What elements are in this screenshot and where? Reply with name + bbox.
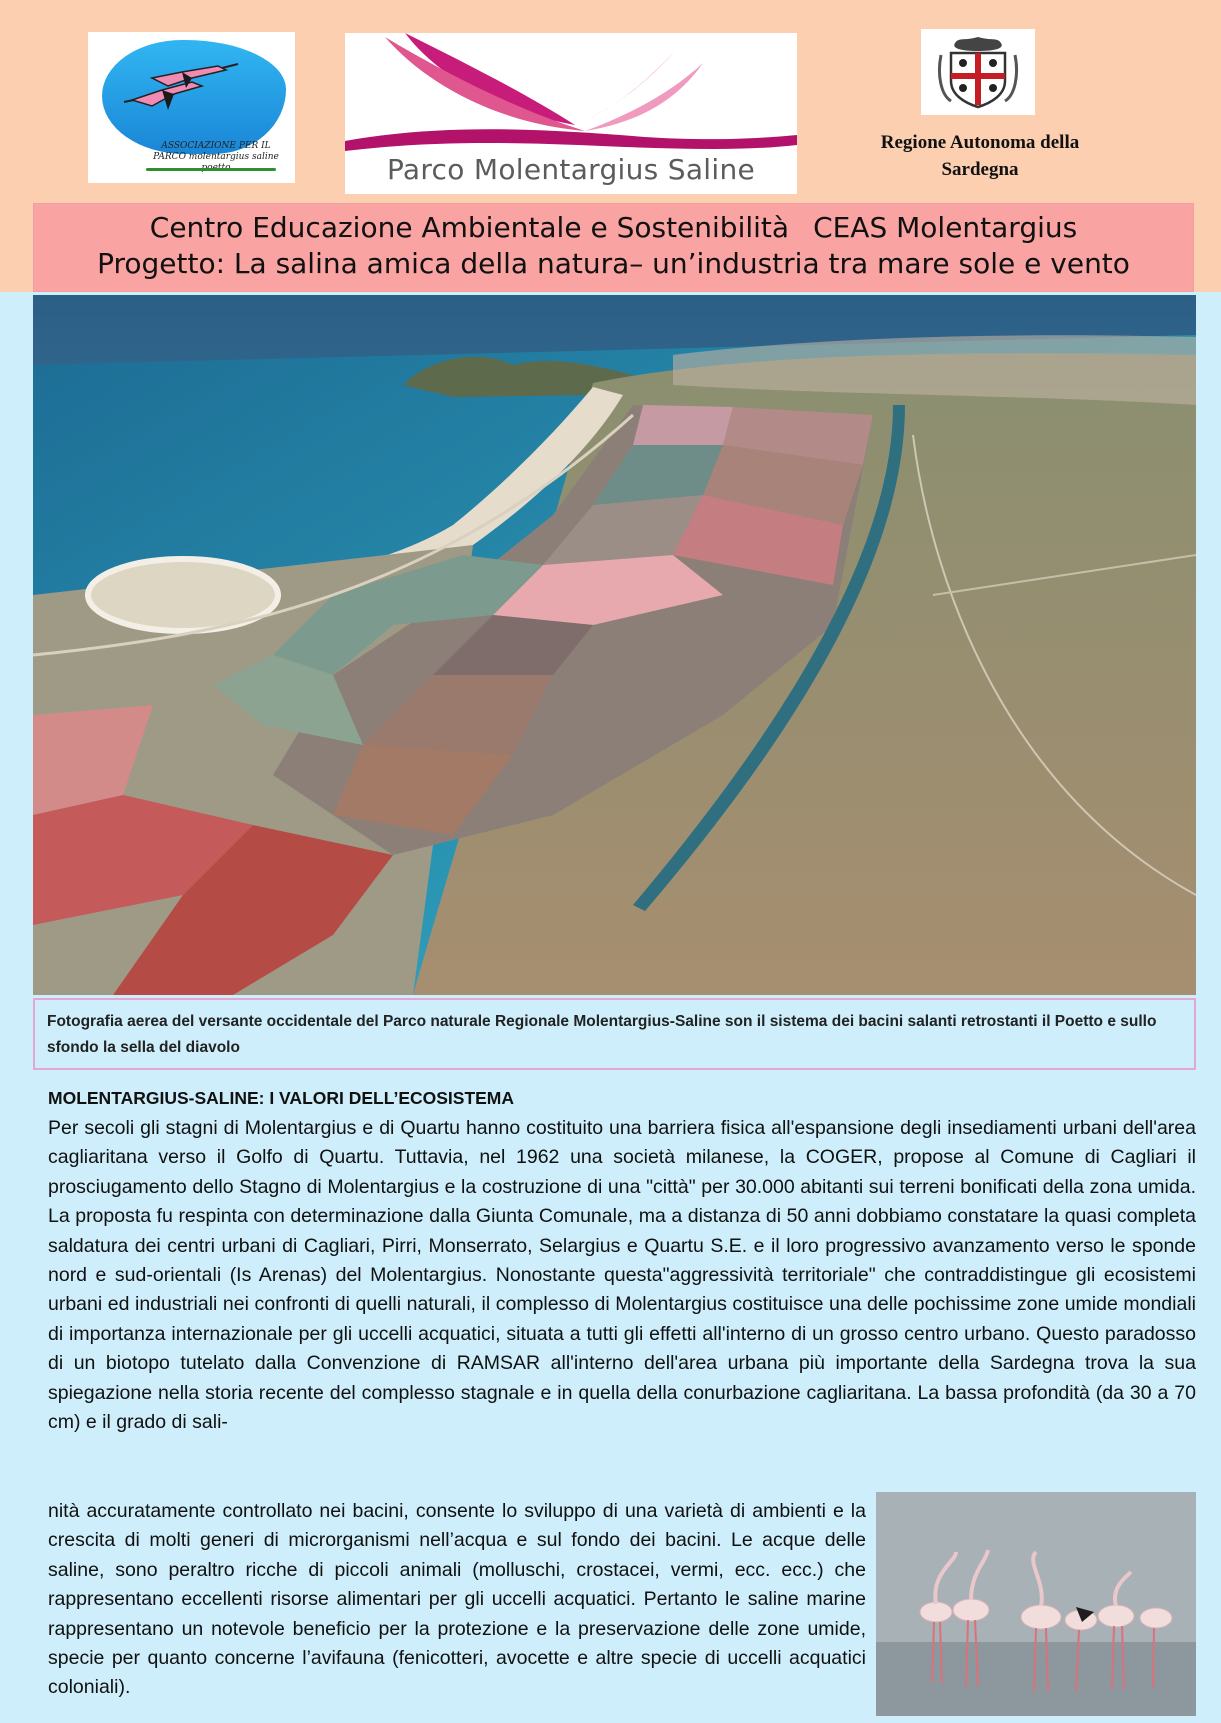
sardinia-coat-of-arms-icon	[935, 35, 1021, 109]
association-logo	[88, 32, 295, 183]
region-name: Regione Autonoma della Sardegna	[880, 132, 1080, 180]
logo-underline	[146, 168, 276, 171]
section-heading: MOLENTARGIUS-SALINE: I VALORI DELL’ECOSISTEMA	[48, 1088, 515, 1108]
park-logo	[345, 33, 797, 194]
title-line-2: Progetto: La salina amica della natura– un’industria tra mare sole e vento	[97, 247, 1130, 280]
region-logo	[921, 29, 1035, 115]
pink-wings-logo-icon	[345, 33, 797, 163]
title-center-name: Centro Educazione Ambientale e Sostenibilità	[149, 211, 790, 244]
photo-caption: Fotografia aerea del versante occidentale del Parco naturale Regionale Molentargius-Saline son il sistema dei bacini salanti retrostanti il Poetto e sullo sfondo la sella del diavolo	[33, 998, 1196, 1070]
flamingo-photo	[876, 1492, 1196, 1716]
flamingo-logo-icon	[122, 52, 242, 132]
body-paragraph-continued: nità accuratamente controllato nei bacini, consente lo sviluppo di una varietà di ambienti e la crescita di molti generi di microrganismi nell’acqua e sul fondo dei bacini. Le acque delle saline, sono peraltro ricche di piccoli animali (molluschi, crostacei, vermi, ecc. ecc.) che rappresentano eccellenti risorse alimentari per gli uccelli acquatici. Pertanto le saline marine rappresentano un notevole beneficio per la protezione e la preservazione delle zone umide, specie per quanto concerne l’avifauna (fenicotteri, avocette e altre specie di uccelli acquatici coloniali).	[48, 1500, 866, 1699]
title-line-1	[34, 210, 1193, 246]
title-ceas-name: CEAS Molentargius	[813, 211, 1078, 244]
association-logo-text: ASSOCIAZIONE PER IL PARCO molentargius saline	[153, 141, 279, 162]
body-paragraph: Per secoli gli stagni di Molentargius e di Quartu hanno costituito una barriera fisica all'espansione degli insediamenti urbani dell'area cagliaritana verso il Golfo di Quartu. Tuttavia, nel 1962 una società milanese, la COGER, propose al Comune di Cagliari il prosciugamento dello Stagno di Molentargius e la costruzione di una "città" per 30.000 abitanti sui terreni bonificati della zona umida. La proposta fu respinta con determinazione dalla Giunta Comunale, ma a distanza di 50 anni dobbiamo constatare la quasi completa saldatura dei centri urbani di Cagliari, Pirri, Monserrato, Selargius e Quartu S.E. e il loro progressivo avanzamento verso le sponde nord e sud-orientali (Is Arenas) del Molentargius. Nonostante questa"aggressività territoriale" che contraddistingue gli ecosistemi urbani ed industriali nei confronti di quelli naturali, il complesso di Molentargius costituisce una delle pochissime zone umide mondiali di importanza internazionale per gli uccelli acquatici, situata a tutti gli effetti all'interno di un grosso centro urbano. Questo paradosso di un biotopo tutelato dalla Convenzione di RAMSAR all'interno dell'area urbana più importante della Sardegna trova la sua spiegazione nella storia recente del complesso stagnale e in quella della conurbazione cagliaritana. La bassa profondità (da 30 a 70 cm) e il grado di sali-	[48, 1117, 1196, 1434]
aerial-photo	[33, 295, 1196, 995]
title-box	[33, 203, 1194, 292]
park-logo-text: Parco Molentargius Saline	[386, 153, 756, 186]
